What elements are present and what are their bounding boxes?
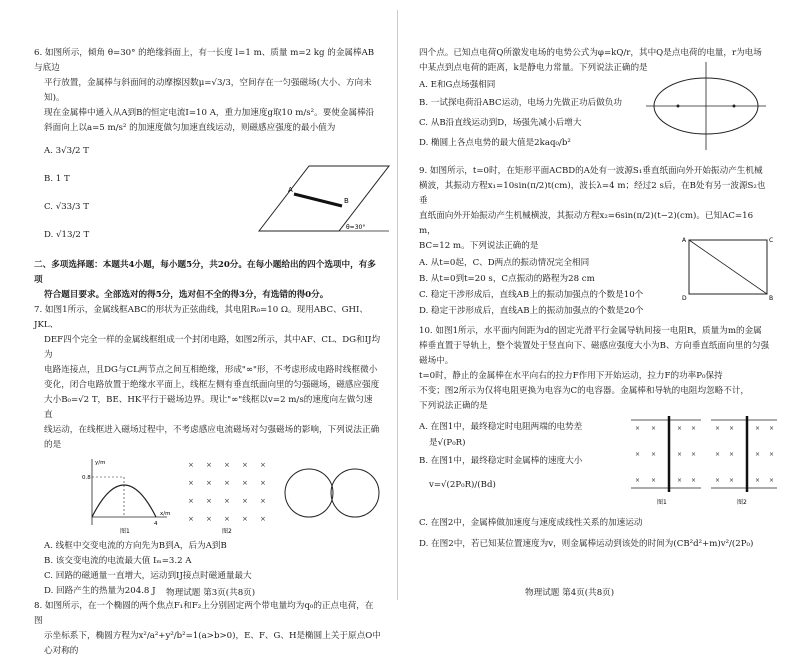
q10-options-block [419,414,772,512]
svg-text:×: × [769,425,774,432]
q10-option-a-cont: 是√(P₀R) [419,436,465,451]
svg-text:×: × [651,425,656,432]
q9-line: BC=12 m。下列说法正确的是 [419,239,772,254]
svg-text:×: × [755,477,760,484]
svg-text:×: × [242,515,248,523]
q8-option-b: B. 一试探电荷沿ABC运动，电场力先做正功后做负功 [419,96,622,111]
q10-option-b-cont: v=√(2P₀R)/(Bd) [419,478,496,493]
svg-text:×: × [242,461,248,469]
svg-text:×: × [206,479,212,487]
q10-line: 10. 如图1所示，水平面内间距为d的固定光滑平行金属导轨间接一电阻R，质量为m的金属 [419,324,772,339]
svg-text:×: × [729,425,734,432]
q7-figure1 [82,455,172,535]
q8-line: 四个点。已知点电荷Q所激发电场的电势公式为φ=kQ/r，其中Q是点电荷的电量，r为电场 [419,46,772,61]
section2-heading: 二、多项选择题：本题共4小题，每小题5分，共20分。在每小题给出的四个选项中，有多项 [34,258,381,288]
svg-text:×: × [635,477,640,484]
q10-line: 不变；图2所示为仅将电阻更换为电容为C的电容器。金属棒和导轨的电阻均忽略不计， [419,384,772,399]
page-4 [397,0,794,612]
q7-figures [34,453,381,539]
svg-text:×: × [224,515,230,523]
svg-text:×: × [206,497,212,505]
q6-option-a: A. 3√3/2 T [34,144,89,159]
q7-option-a: A. 线框中交变电流的方向先为B到A，后为A到B [34,539,381,554]
fig1-caption: 图1 [120,527,130,535]
svg-text:×: × [260,515,266,523]
q6-line: 斜面向上以a=5 m/s² 的加速度做匀加速直线运动，则磁感应强度的最小值为 [34,121,381,136]
svg-text:×: × [188,515,194,523]
q10-line: 下列说法正确的是 [419,399,772,414]
q8-option-c: C. 从B沿直线运动到D，场强先减小后增大 [419,116,581,131]
svg-text:×: × [677,451,682,458]
q10-line: t=0时，静止的金属棒在水平向右的拉力F作用下开始运动，拉力F的功率P₀保持 [419,369,772,384]
q9-option-a: A. 从t=0起，C、D两点的振动情况完全相同 [419,256,589,271]
q6-line: 现在金属棒中通入从A到B的恒定电流I=10 A，重力加速度g取10 m/s²。要使金属棒沿 [34,106,381,121]
svg-text:×: × [755,451,760,458]
q7-line: DEF四个完全一样的金属线框组成一个封闭电路，如图2所示，其中AF、CL、DG和IJ均为 [34,333,381,363]
q7-line: 大小B₀=√2 T，BE、HK平行于磁场边界。现让"∞"线框以v=2 m/s的速度向左做匀速直 [34,393,381,423]
y-axis-label: y/m [95,460,105,466]
q10-option-c: C. 在图2中，金属棒做加速度与速度成线性关系的加速运动 [419,516,772,531]
svg-text:×: × [715,451,720,458]
q6-line: 6. 如图所示，倾角 θ=30° 的绝缘斜面上，有一长度 l=1 m、质量 m=2 kg 的金属棒AB与底边 [34,46,381,76]
svg-text:×: × [635,451,640,458]
q7-line: 电路连接点，且DG与CL两节点之间互相绝缘，形成"∞"形，不考虑形成电路时线框微小 [34,363,381,378]
rectangle-figure [681,232,776,304]
page-3-footer: 物理试题 第3页(共8页) [166,586,255,598]
ellipse-figure [644,60,769,152]
svg-text:×: × [224,497,230,505]
svg-text:×: × [242,479,248,487]
q8-option-a: A. E和G点场强相同 [419,78,495,93]
point-a: A [682,237,687,244]
q7-line: 线运动，在线框进入磁场过程中，不考虑感应电流磁场对匀强磁场的影响，下列说法正确 [34,423,381,438]
q9-option-c: C. 稳定干涉形成后，直线AB上的振动加强点的个数是10个 [419,288,643,303]
svg-text:×: × [242,497,248,505]
q6-option-c: C. √33/3 T [34,200,89,215]
q6-option-b: B. 1 T [34,172,70,187]
q9-options-block [419,254,772,318]
svg-text:×: × [755,425,760,432]
svg-text:×: × [224,479,230,487]
q7-line: 变化，闭合电路放置于绝缘水平面上，线框左侧有垂直纸面向里的匀强磁场，磁感应强度 [34,378,381,393]
q9-line: 9. 如图所示，t=0时，在矩形平面ACBD的A处有一波源S₁垂直纸面向外开始振动产生机械 [419,164,772,179]
section2-heading-cont: 符合题目要求。全部选对的得5分，选对但不全的得3分，有选错的得0分。 [34,288,381,303]
q7-figure2 [184,455,384,535]
svg-text:×: × [769,451,774,458]
svg-text:×: × [206,461,212,469]
point-c: C [769,237,773,244]
q7-option-d: D. 回路产生的热量为204.8 J [34,584,381,599]
incline-figure [254,156,394,236]
svg-text:×: × [677,477,682,484]
page-4-footer: 物理试题 第4页(共8页) [525,586,614,598]
fig1-caption: 图1 [657,498,667,506]
q7-line: 的是 [34,438,381,453]
x-value-label: 4 [154,521,158,527]
svg-text:×: × [635,425,640,432]
svg-text:×: × [691,425,696,432]
svg-text:×: × [206,515,212,523]
point-b: B [769,295,773,302]
svg-text:×: × [260,479,266,487]
q6-option-d: D. √13/2 T [34,228,89,243]
metal-rod [294,194,342,206]
svg-text:×: × [651,451,656,458]
svg-text:×: × [769,477,774,484]
q10-option-a: A. 在图1中，最终稳定时电阻两端的电势差 [419,420,582,435]
q9-option-d: D. 稳定干涉形成后，直线AB上的振动加强点的个数是20个 [419,304,644,319]
q7-option-b: B. 该交变电流的电流最大值 Iₘ=3.2 A [34,554,381,569]
page-3 [0,0,397,612]
point-d: D [682,295,687,302]
svg-text:×: × [715,477,720,484]
svg-text:×: × [691,451,696,458]
q6-options-block [34,136,381,254]
q10-line: 棒垂直置于导轨上，整个装置处于竖直向下、磁感应强度大小为B、方向垂直纸面向里的匀强磁场中。 [419,339,772,369]
svg-text:×: × [188,497,194,505]
q9-line: 横波，其振动方程x₁=10sin(π/2)t(cm)，波长λ=4 m；经过2 s后，在B处有另一波源S₂也垂 [419,179,772,209]
angle-label: θ=30° [346,224,365,231]
svg-text:×: × [188,479,194,487]
svg-text:×: × [677,425,682,432]
q9-line: 直纸面向外开始振动产生机械横波，其振动方程x₂=6sin(π/2)(t−2)(cm)。已知AC=16 m， [419,209,772,239]
q8-line: 示坐标系下，椭圆方程为x²/a²+y²/b²=1(a>b>0)，E、F、G、H是椭圆上关于原点O中心对称的 [34,629,381,659]
y-value-label: 0.8 [82,475,91,481]
fig2-caption: 图2 [737,498,747,506]
q7-option-c: C. 回路的磁通量一直增大，运动到IJ接点时磁通量最大 [34,569,381,584]
q8-options-block [419,76,772,152]
svg-text:×: × [260,461,266,469]
q8-line: 8. 如图所示，在一个椭圆的两个焦点F₁和F₂上分别固定两个带电量均为q₀的正点电荷，在图 [34,599,381,629]
svg-text:×: × [651,477,656,484]
q10-option-d: D. 在图2中，若已知某位置速度为v，则金属棒运动到该处的时间为(CB²d²+m)v²/(2P₀) [419,537,772,552]
svg-text:×: × [188,461,194,469]
fig2-caption: 图2 [222,527,232,535]
q8-line: 中某点到点电荷的距离，k是静电力常量。下列说法正确的是 [419,61,772,76]
svg-text:×: × [260,497,266,505]
q8-option-d: D. 椭圆上各点电势的最大值是2kaq₀/b² [419,136,571,151]
svg-text:×: × [729,477,734,484]
q7-line: 7. 如图1所示，金属线框ABC的形状为正弦曲线，其电阻R₀=10 Ω。现用ABC、GHI、JKL、 [34,303,381,333]
x-axis-label: x/m [160,511,170,517]
q10-figures [627,416,777,510]
svg-text:×: × [691,477,696,484]
svg-text:×: × [224,461,230,469]
label-b: B [344,197,349,205]
q9-option-b: B. 从t=0到t=20 s，C点振动的路程为28 cm [419,272,595,287]
label-a: A [288,186,293,194]
svg-text:×: × [729,451,734,458]
q6-line: 平行放置，金属棒与斜面间的动摩擦因数μ=√3/3，空间存在一匀强磁场(大小、方向未知)。 [34,76,381,106]
svg-text:×: × [715,425,720,432]
q10-option-b: B. 在图1中，最终稳定时金属棒的速度大小 [419,454,582,469]
